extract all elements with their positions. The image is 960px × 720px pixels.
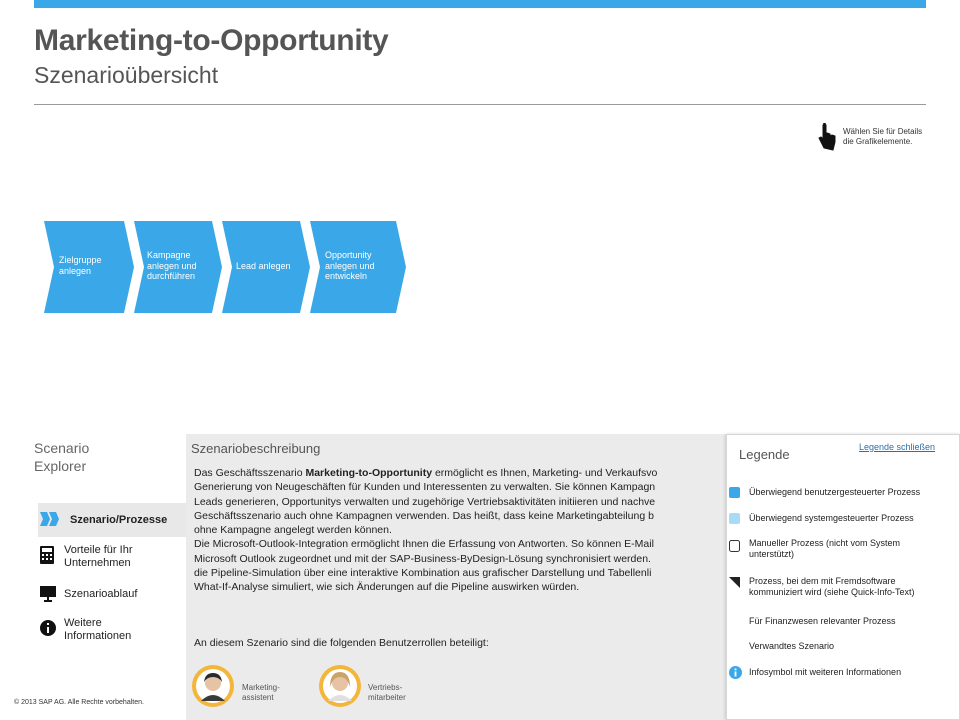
nav-item-scenario-processes[interactable] <box>38 503 186 537</box>
user-process-icon <box>729 487 740 501</box>
role-avatar-sales-rep[interactable] <box>319 665 361 707</box>
manual-process-icon <box>729 540 740 555</box>
info-icon <box>729 666 742 682</box>
top-accent-bar <box>34 0 926 8</box>
legend-item-third-party: Prozess, bei dem mit Fremdsoftware kommuniziert wird (siehe Quick-Info-Text) <box>749 576 959 598</box>
hint-box <box>816 122 946 156</box>
hint-text: Wählen Sie für Details die Grafikelemente. <box>843 127 923 146</box>
chevrons-icon <box>40 512 60 530</box>
legend-item-info: Infosymbol mit weiteren Informationen <box>749 667 959 678</box>
legend-item-related-scenario: Verwandtes Szenario <box>749 641 835 651</box>
system-process-icon <box>729 513 740 527</box>
copyright-text: © 2013 SAP AG. Alle Rechte vorbehalten. <box>14 699 144 706</box>
role-label-sales-rep: Vertriebs- mitarbeiter <box>368 683 406 702</box>
process-flow <box>44 221 414 313</box>
page-subtitle: Szenarioübersicht <box>34 62 219 88</box>
role-label-marketing-assistant: Marketing- assistent <box>242 683 280 702</box>
role-avatar-marketing-assistant[interactable] <box>192 665 234 707</box>
pointer-hand-icon <box>816 122 838 154</box>
legend-item-manual-process: Manueller Prozess (nicht vom System unterstützt) <box>749 538 959 560</box>
calculator-icon <box>40 546 54 568</box>
nav-item-scenario-flow[interactable] <box>38 586 186 604</box>
scenario-description-panel <box>186 434 726 720</box>
legend-close-link[interactable]: Legende schließen <box>859 442 936 452</box>
description-heading: Szenariobeschreibung <box>191 441 321 456</box>
nav-item-label: Szenario/Prozesse <box>70 514 168 526</box>
scenario-explorer-title: Scenario Explorer <box>34 440 90 474</box>
process-step-3-label: Lead anlegen <box>236 261 291 271</box>
legend-item-system-process: Überwiegend systemgesteuerter Prozess <box>749 513 959 524</box>
description-text: Das Geschäftsszenario Marketing-to-Opportunity ermöglicht es Ihnen, Marketing- und Verkaufsvo Generierung von Neugeschäften für Kunden und Interessenten zu verwalten. Sie können Kampagn Leads generieren, Opportunitys verwalten und zugehörige Vertriebsaktivitäten initiieren und nachve Geschäftsszenario auch ohne Kampagnen verwenden. Das heißt, dass keine Marketingabteilung b ohne Kampagne angelegt werden können. Die Microsoft-Outlook-Integration ermöglicht Ihnen die Erfassung von Antworten. So können E-Mail Microsoft Outlook zugeordnet und mit der SAP-Business-ByDesign-Lösung synchronisiert werden. die Pipeline-Simulation über eine interaktive Kombination aus grafischer Darstellung und Tabellenli What-If-Analyse simuliert, wie sich Änderungen auf die Pipeline auswirken würden. <box>194 467 658 594</box>
nav-item-more-info[interactable] <box>38 617 186 647</box>
process-step-2-label: Kampagne anlegen und durchführen <box>147 250 197 281</box>
process-step-4-label: Opportunity anlegen und entwickeln <box>325 250 375 281</box>
info-icon <box>40 620 56 640</box>
process-step-1-label: Zielgruppe anlegen <box>59 255 102 276</box>
nav-item-label: Szenarioablauf <box>64 588 138 600</box>
monitor-icon <box>40 586 56 606</box>
nav-item-label: Weitere Informationen <box>64 617 132 642</box>
nav-item-label: Vorteile für Ihr Unternehmen <box>64 544 133 569</box>
legend-item-finance: Für Finanzwesen relevanter Prozess <box>749 616 896 626</box>
nav-item-benefits[interactable] <box>38 544 186 574</box>
third-party-icon <box>729 577 740 591</box>
legend-panel <box>726 434 960 720</box>
roles-intro-text: An diesem Szenario sind die folgenden Benutzerrollen beteiligt: <box>194 637 489 649</box>
legend-item-user-process: Überwiegend benutzergesteuerter Prozess <box>749 487 959 498</box>
legend-title: Legende <box>739 447 790 462</box>
page-title: Marketing-to-Opportunity <box>34 24 389 57</box>
title-divider <box>34 104 926 105</box>
